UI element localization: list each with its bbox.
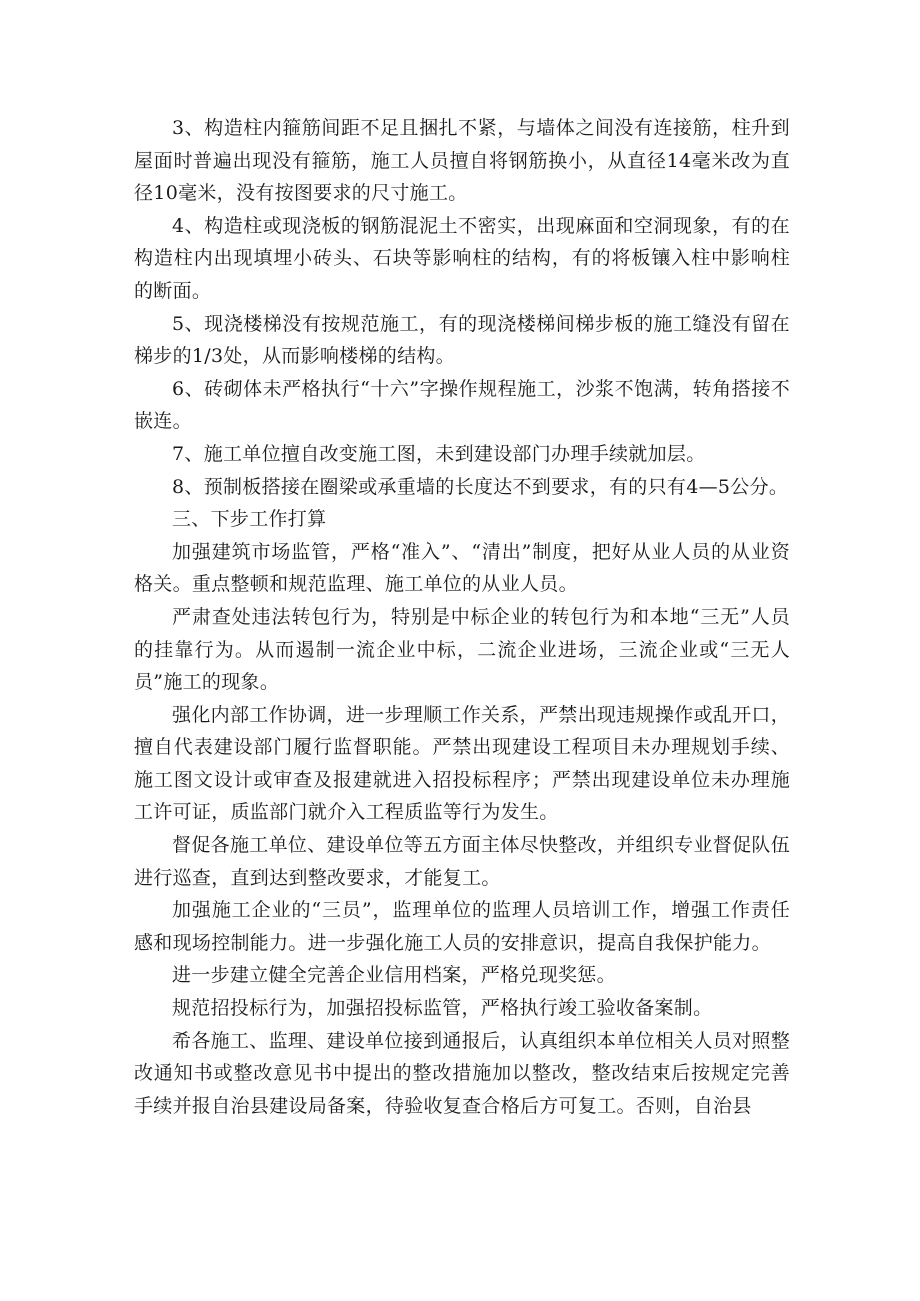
- section-heading: 三、下步工作打算: [172, 508, 327, 531]
- paragraph-item-6: 6、砖砌体未严格执行“十六”字操作规程施工，沙浆不饱满，转角搭接不嵌连。: [134, 377, 790, 433]
- paragraph-market-supervision: 加强建筑市场监管，严格“准入”、“清出”制度，把好从业人员的从业资格关。重点整顿和规范监理、施工单位的从业人员。: [134, 540, 790, 596]
- paragraph-notice: 希各施工、监理、建设单位接到通报后，认真组织本单位相关人员对照整改通知书或整改意见书中提出的整改措施加以整改，整改结束后按规定完善手续并报自治县建设局备案，待验收复查合格后方可复工。否则，自治县: [134, 1029, 790, 1117]
- paragraph-bidding: 规范招投标行为，加强招投标监管，严格执行竣工验收备案制。: [172, 997, 713, 1020]
- paragraph-internal-coordination: 强化内部工作协调，进一步理顺工作关系，严禁出现违规操作或乱开口，擅自代表建设部门履行监督职能。严禁出现建设工程项目未办理规划手续、施工图文设计或审查及报建就进入招投标程序；严禁出现建设单位未办理施工许可证，质监部门就介入工程质监等行为发生。: [134, 703, 790, 824]
- document-body: [134, 112, 790, 1122]
- paragraph-item-5: 5、现浇楼梯没有按规范施工，有的现浇楼梯间梯步板的施工缝没有留在梯步的1/3处，从而影响楼梯的结构。: [134, 312, 790, 368]
- paragraph-item-4: 4、构造柱或现浇板的钢筋混泥土不密实，出现麻面和空洞现象，有的在构造柱内出现填埋小砖头、石块等影响柱的结构，有的将板镶入柱中影响柱的断面。: [134, 214, 790, 302]
- paragraph-credit-files: 进一步建立健全完善企业信用档案，严格兑现奖惩。: [172, 964, 616, 987]
- paragraph-item-3: 3、构造柱内箍筋间距不足且捆扎不紧，与墙体之间没有连接筋，柱升到屋面时普遍出现没有箍筋，施工人员擅自将钢筋换小，从直径14毫米改为直径10毫米，没有按图要求的尺寸施工。: [134, 117, 790, 205]
- paragraph-training: 加强施工企业的“三员”，监理单位的监理人员培训工作，增强工作责任感和现场控制能力。进一步强化施工人员的安排意识，提高自我保护能力。: [134, 899, 790, 954]
- paragraph-item-8: 8、预制板搭接在圈梁或承重墙的长度达不到要求，有的只有4—5公分。: [172, 475, 789, 498]
- paragraph-item-7: 7、施工单位擅自改变施工图，未到建设部门办理手续就加层。: [172, 442, 706, 465]
- paragraph-rectification: 督促各施工单位、建设单位等五方面主体尽快整改，并组织专业督促队伍进行巡查，直到达到整改要求，才能复工。: [134, 834, 790, 889]
- paragraph-subcontract-crackdown: 严肃查处违法转包行为，特别是中标企业的转包行为和本地“三无”人员的挂靠行为。从而遏制一流企业中标，二流企业进场，三流企业或“三无人员”施工的现象。: [134, 605, 790, 694]
